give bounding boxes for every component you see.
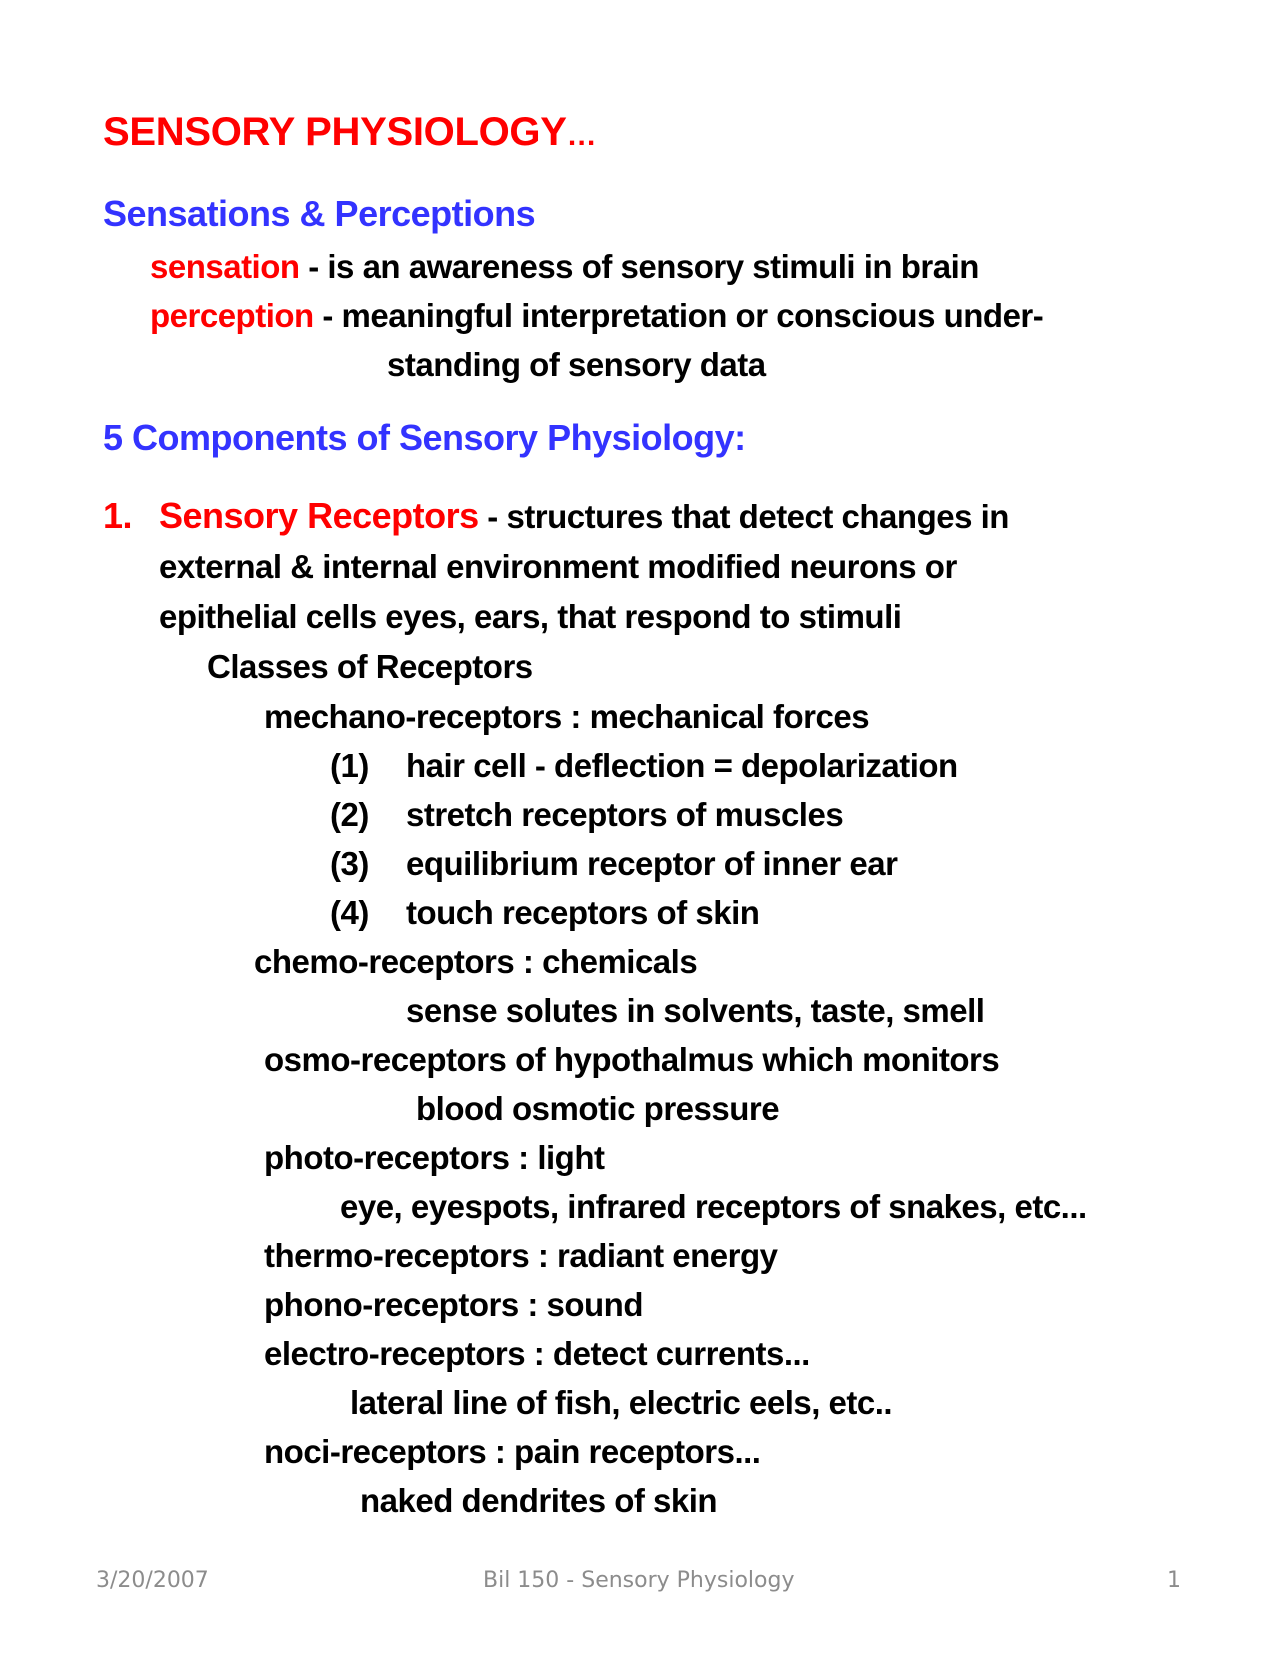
item1-line2: external & internal environment modified neurons or — [159, 548, 957, 585]
mechano-item-3-num: (3) — [330, 845, 369, 882]
item1-line3: epithelial cells eyes, ears, that respond to stimuli — [159, 598, 902, 635]
mechano-item-3-text: equilibrium receptor of inner ear — [406, 845, 898, 882]
chemo-receptors-detail: sense solutes in solvents, taste, smell — [406, 992, 985, 1029]
classes-heading: Classes of Receptors — [207, 648, 533, 685]
osmo-receptors-detail: blood osmotic pressure — [416, 1090, 780, 1127]
mechano-item-4-text: touch receptors of skin — [406, 894, 760, 931]
mechano-item-4-num: (4) — [330, 894, 369, 931]
mechano-item-1-text: hair cell - deflection = depolarization — [406, 747, 958, 784]
perception-text: - meaningful interpretation or conscious under- — [313, 297, 1044, 334]
mechano-item-2 — [330, 798, 843, 831]
sensation-term: sensation — [150, 248, 300, 285]
electro-receptors-label: electro-receptors : detect currents... — [264, 1335, 810, 1372]
phono-receptors-label: phono-receptors : sound — [264, 1286, 643, 1323]
mechano-item-2-text: stretch receptors of muscles — [406, 796, 844, 833]
sensation-text: - is an awareness of sensory stimuli in brain — [299, 248, 979, 285]
osmo-receptors-label: osmo-receptors of hypothalmus which monitors — [264, 1041, 1000, 1078]
page-title-text: SENSORY PHYSIOLOGY — [103, 110, 567, 154]
page-title — [103, 112, 596, 152]
item1-number: 1. — [103, 495, 133, 536]
electro-receptors-detail: lateral line of fish, electric eels, etc.. — [350, 1384, 893, 1421]
photo-receptors-label: photo-receptors : light — [264, 1139, 605, 1176]
footer-title: Bil 150 - Sensory Physiology — [483, 1568, 795, 1593]
thermo-receptors-label: thermo-receptors : radiant energy — [264, 1237, 778, 1274]
noci-receptors-detail: naked dendrites of skin — [360, 1482, 718, 1519]
item1-term: Sensory Receptors — [159, 495, 479, 536]
item1-line1 — [103, 495, 1009, 536]
mechano-item-2-num: (2) — [330, 796, 369, 833]
sensation-definition — [150, 250, 979, 283]
photo-receptors-detail: eye, eyespots, infrared receptors of snakes, etc... — [340, 1188, 1087, 1225]
mechano-receptors-label: mechano-receptors : mechanical forces — [264, 698, 870, 735]
chemo-receptors-label: chemo-receptors : chemicals — [254, 943, 698, 980]
mechano-item-4 — [330, 896, 759, 929]
section-heading-sensations: Sensations & Perceptions — [103, 193, 536, 234]
section-heading-components: 5 Components of Sensory Physiology: — [103, 417, 746, 458]
footer-page-number: 1 — [1167, 1568, 1181, 1593]
mechano-item-1-num: (1) — [330, 747, 369, 784]
footer-date: 3/20/2007 — [96, 1568, 209, 1593]
page-title-ellipsis: … — [566, 119, 597, 152]
item1-definition: - structures that detect changes in — [478, 498, 1009, 535]
perception-term: perception — [150, 297, 314, 334]
noci-receptors-label: noci-receptors : pain receptors... — [264, 1433, 761, 1470]
mechano-item-1 — [330, 749, 958, 782]
mechano-item-3 — [330, 847, 897, 880]
perception-continuation: standing of sensory data — [387, 346, 766, 383]
perception-definition — [150, 299, 1043, 332]
